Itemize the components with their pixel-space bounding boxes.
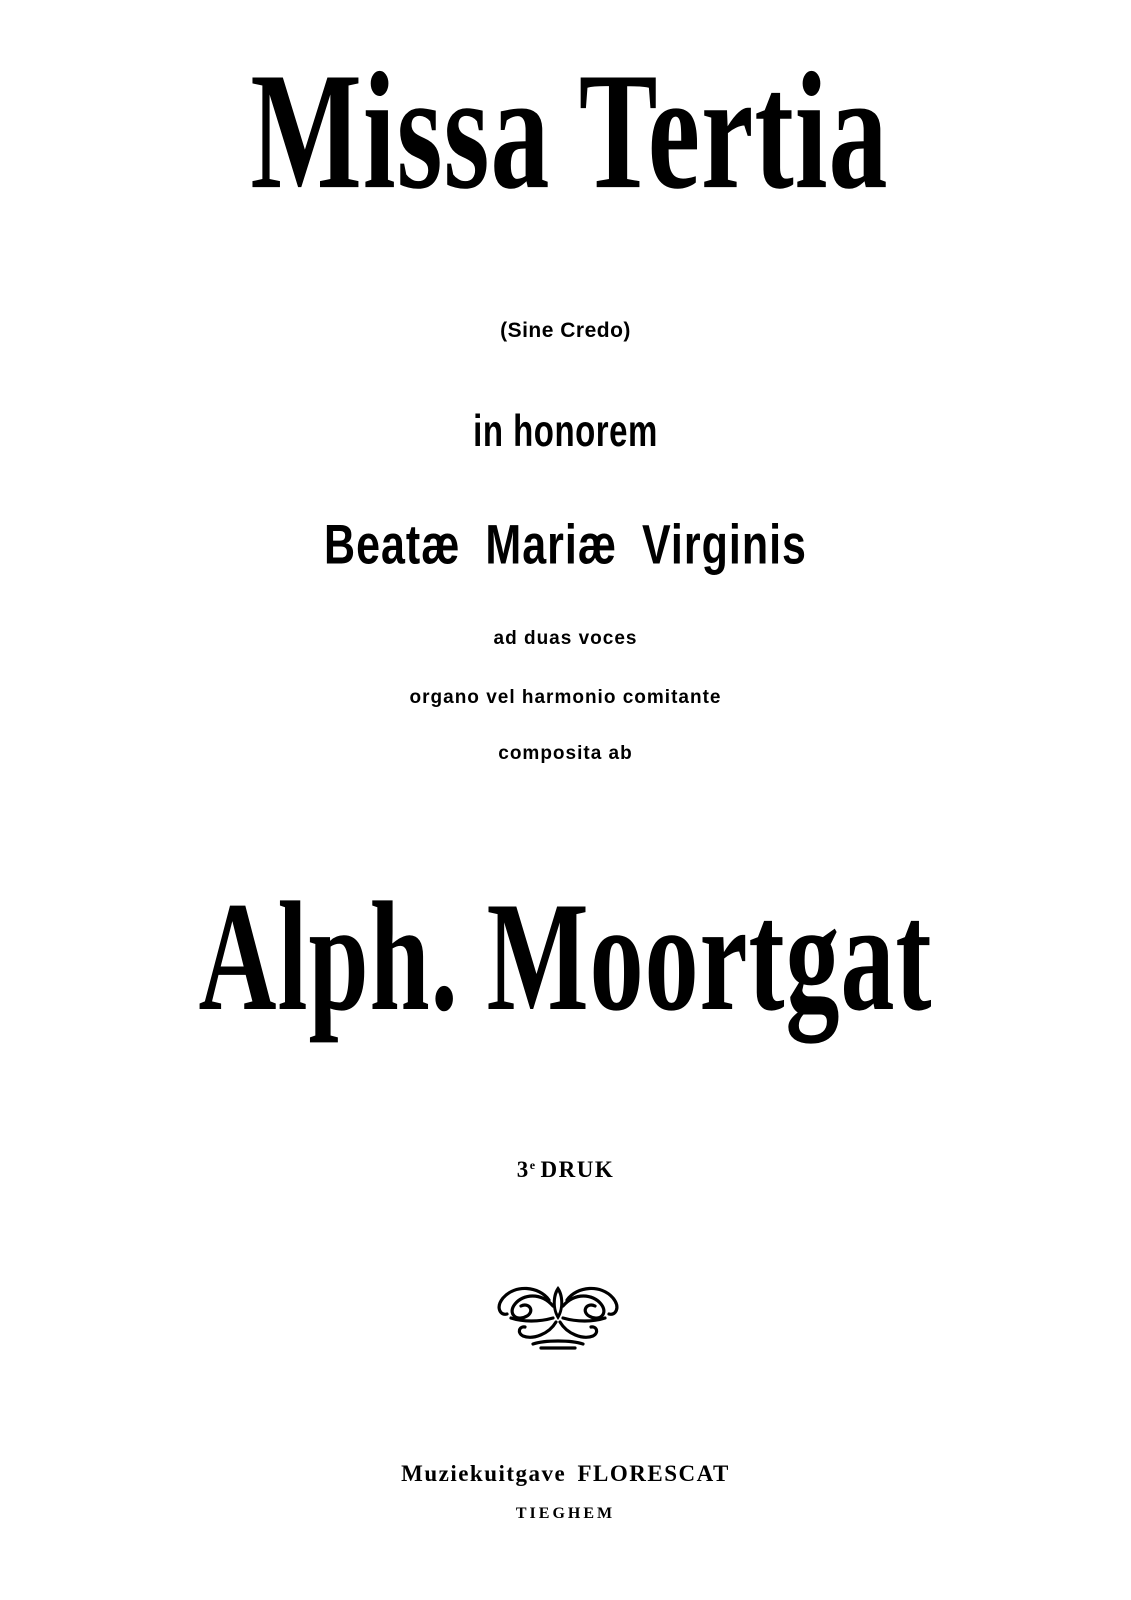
- edition-number: 3: [516, 1157, 530, 1182]
- work-subtitle: (Sine Credo): [500, 319, 631, 342]
- scoring-voices: ad duas voces: [493, 628, 638, 649]
- edition-suffix: e: [529, 1158, 537, 1172]
- work-title: Missa Tertia: [250, 38, 889, 225]
- edition: [0, 1158, 1131, 1181]
- publication-place: TIEGHEM: [515, 1505, 616, 1522]
- edition-label: DRUK: [540, 1157, 615, 1182]
- dedication: Beatæ Mariæ Virginis: [324, 514, 807, 577]
- composer-name: Alph. Moortgat: [198, 871, 933, 1044]
- composed-by-label: composita ab: [498, 743, 633, 764]
- publisher: Muziekuitgave FLORESCAT: [401, 1461, 730, 1486]
- scoring-accompaniment: organo vel harmonio comitante: [409, 687, 722, 708]
- dedication-intro: in honorem: [473, 405, 658, 456]
- art-nouveau-ornament-icon: [493, 1282, 623, 1352]
